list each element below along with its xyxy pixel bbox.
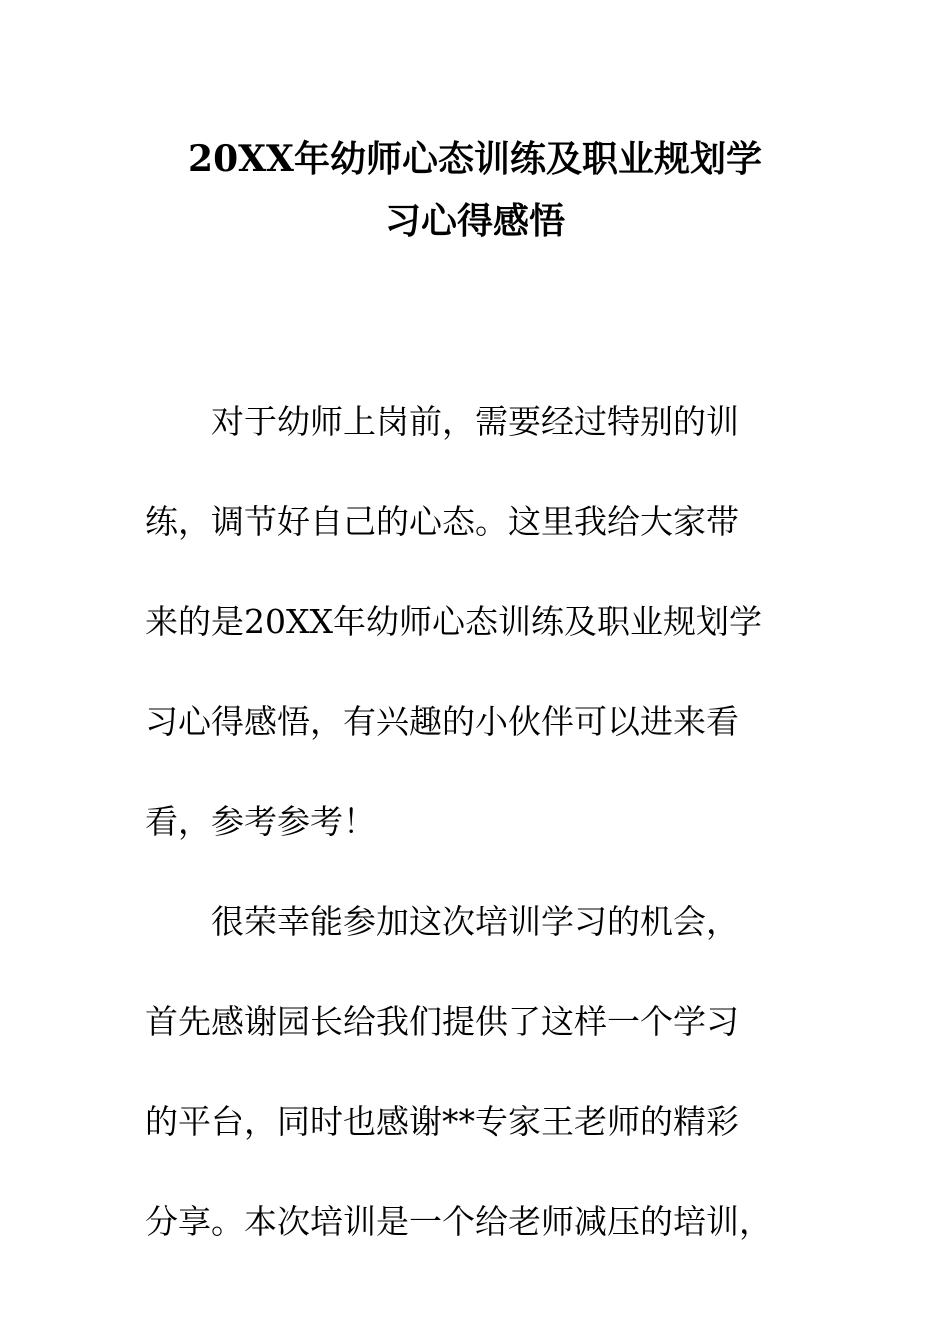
body-line-5: 看，参考参考！ [145,802,376,841]
body-line-8: 的平台，同时也感谢**专家王老师的精彩 [145,1102,739,1141]
document-title [145,128,805,252]
body-line-2: 练，调节好自己的心态。这里我给大家带 [145,502,739,541]
body-line-9: 分享。本次培训是一个给老师减压的培训， [145,1202,772,1241]
document-body [145,372,805,1272]
title-line-1: 20XX年幼师心态训练及职业规划学 [188,138,762,180]
body-line-3: 来的是20XX年幼师心态训练及职业规划学 [145,602,762,641]
body-line-1: 对于幼师上岗前，需要经过特别的训 [145,402,739,441]
body-line-7: 首先感谢园长给我们提供了这样一个学习 [145,1002,739,1041]
body-line-6: 很荣幸能参加这次培训学习的机会， [145,902,739,941]
title-line-2: 习心得感悟 [384,200,565,242]
body-line-4: 习心得感悟，有兴趣的小伙伴可以进来看 [145,702,739,741]
